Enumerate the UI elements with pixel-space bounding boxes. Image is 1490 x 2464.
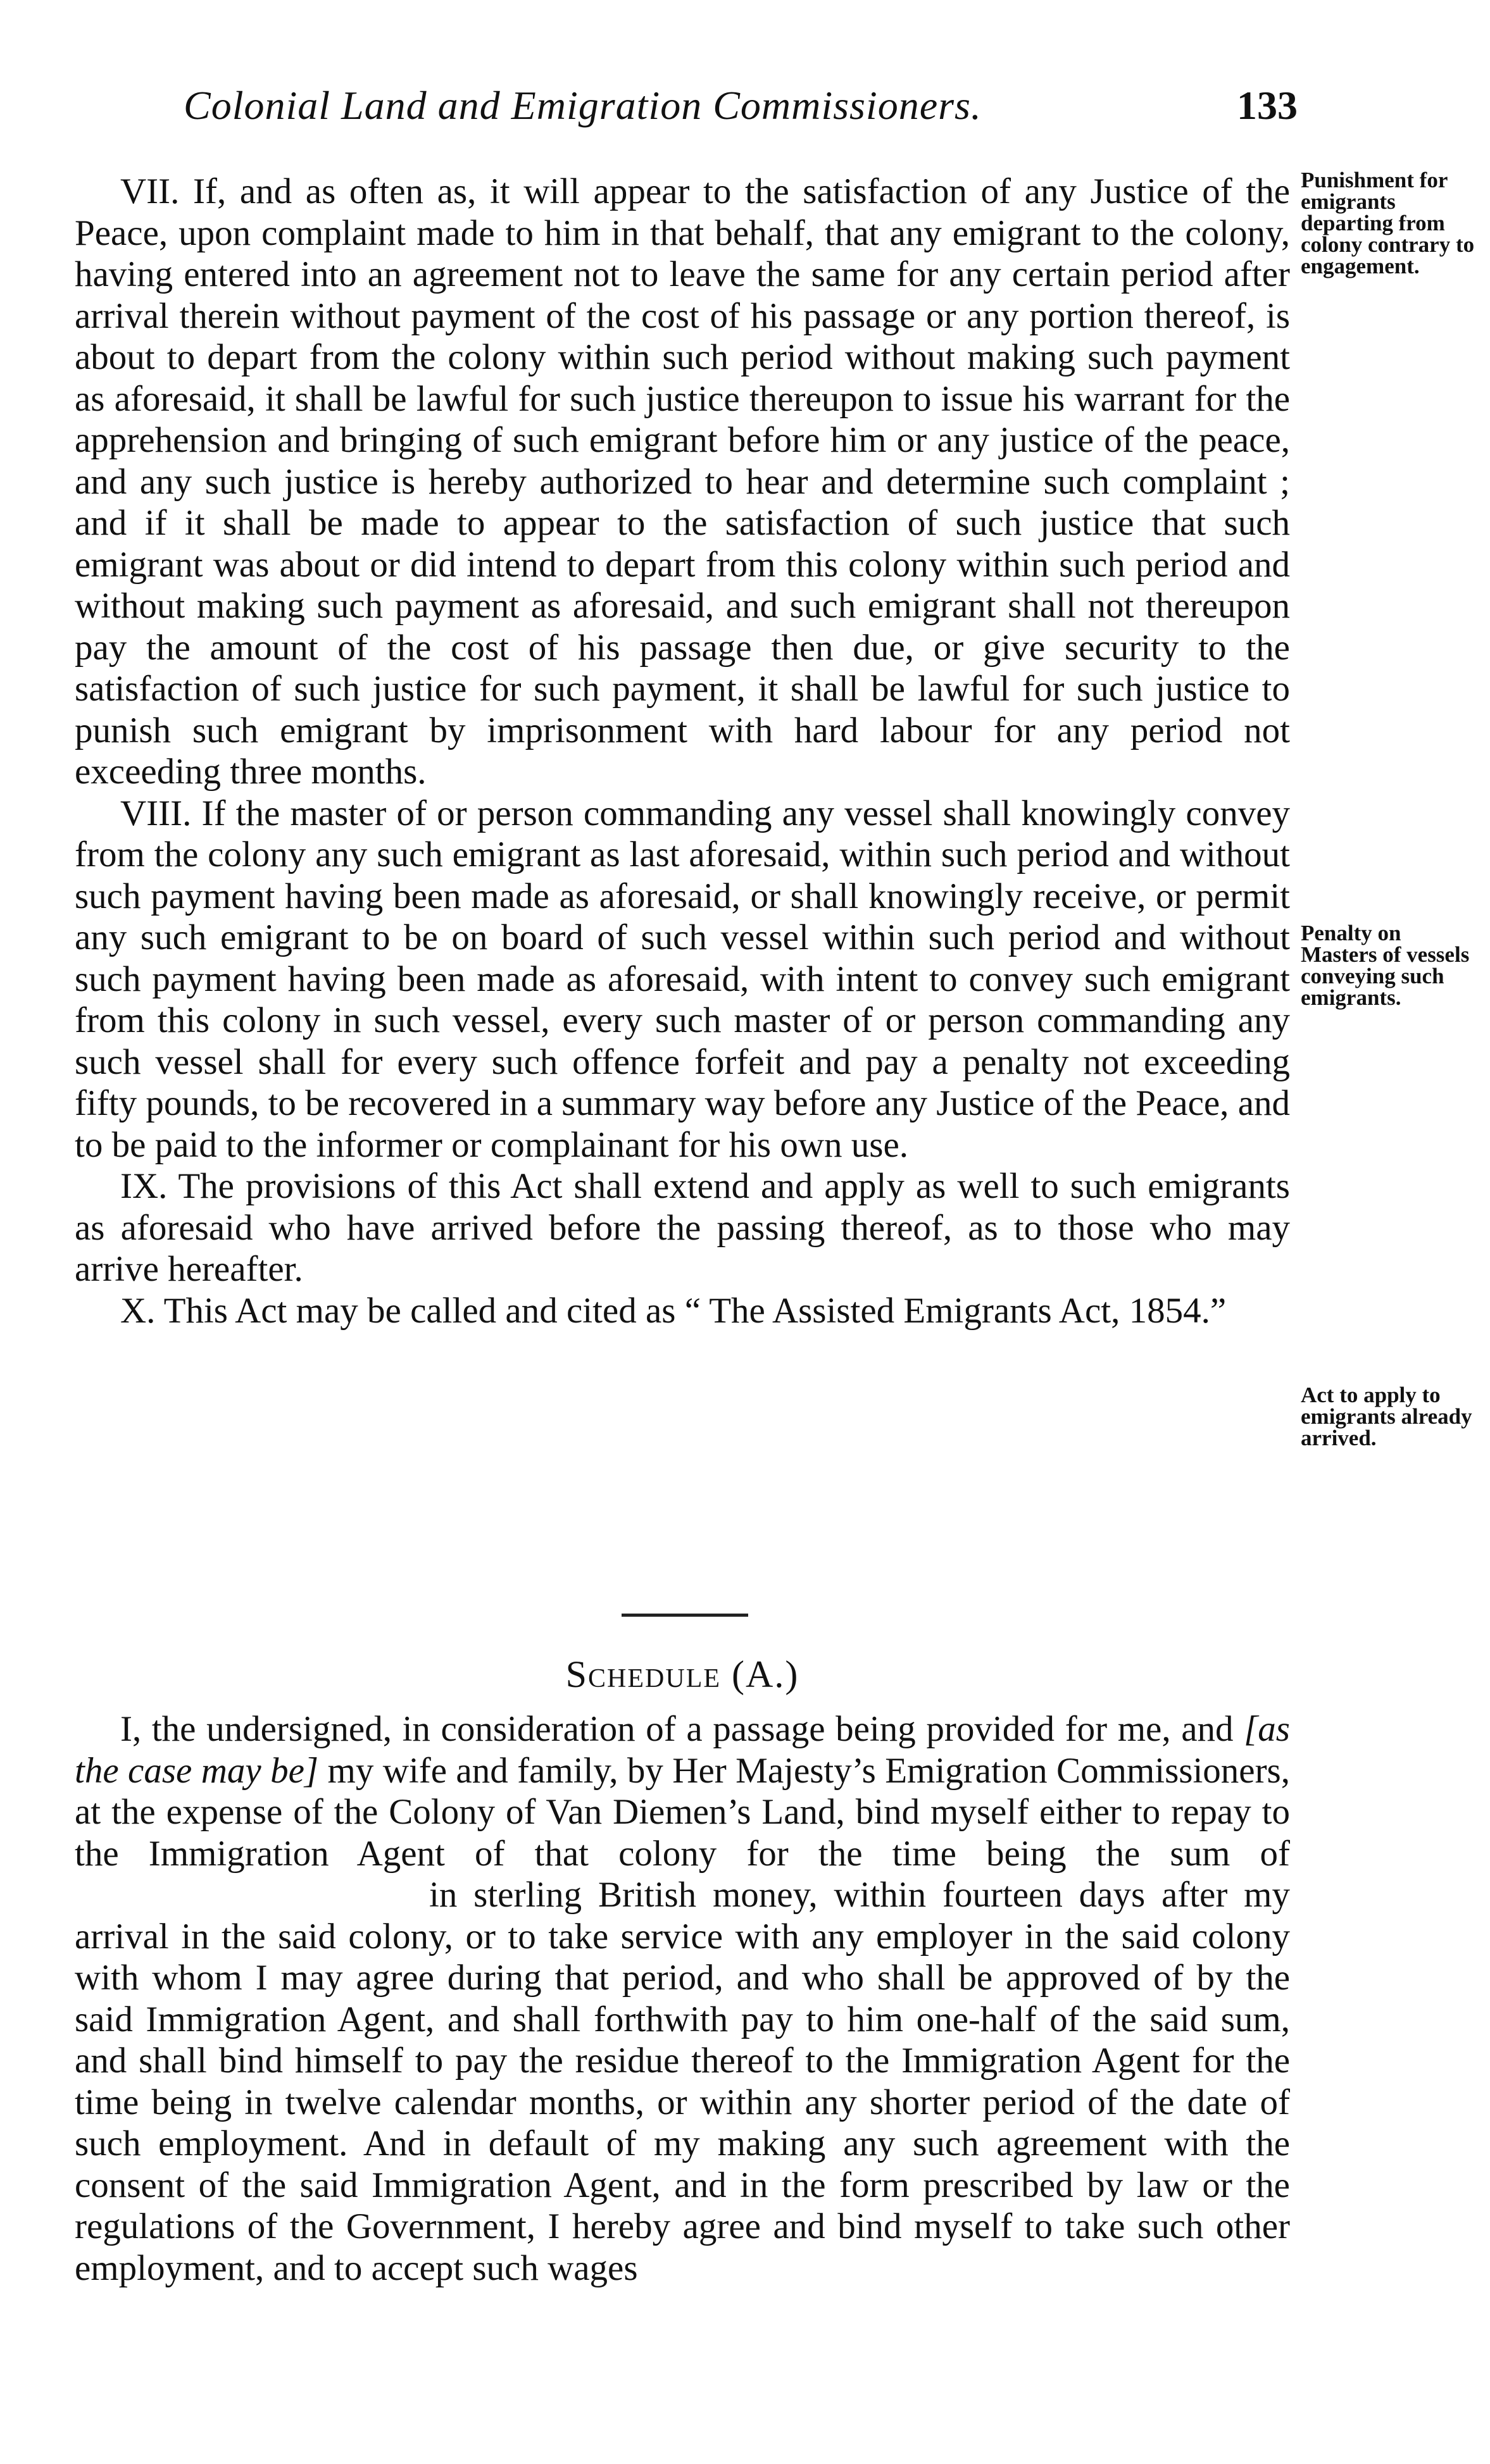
margin-note-penalty: Penalty on Masters of vessels conveying such emigrants. (1301, 921, 1470, 1010)
act-sections (75, 171, 1290, 1331)
margin-note-act-to-apply: Act to apply to emigrants already arrived. (1301, 1383, 1472, 1450)
section-text: The provisions of this Act shall extend and apply as well to such emigrants as aforesaid who have arrived before the passing thereof, as to those who may arrive hereafter. (75, 1166, 1290, 1289)
section-text: If, and as often as, it will appear to the satisfaction of any Justice of the Peace, upon complaint made to him in that behalf, that any emigrant to the colony, having entered into an agreement not to leave the same for any certain period after arrival therein without payment of the cost of his passage or any portion thereof, is about to depart from the colony within such period without making such payment as aforesaid, it shall be lawful for such justice thereupon to issue his warrant for the apprehension and bringing of such emigrant before him or any justice of the peace, and any such justice is hereby authorized to hear and determine such complaint ; and if it shall be made to appear to the satisfaction of such justice that such emigrant was about or did intend to depart from this colony within such period and without making such payment as aforesaid, and such emigrant shall not thereupon pay the amount of the cost of his passage then due, or give security to the satisfaction of such justice for such payment, it shall be lawful for such justice to punish such emigrant by imprisonment with hard labour for any period not exceeding three months. (75, 171, 1290, 792)
section-number: VIII. (120, 793, 192, 833)
section-vii (75, 171, 1290, 793)
section-viii (75, 793, 1290, 1166)
section-text: This Act may be called and cited as “ The Assisted Emigrants Act, 1854.” (163, 1290, 1227, 1331)
section-ix (75, 1166, 1290, 1290)
schedule-heading: Schedule (A.) (565, 1653, 799, 1695)
section-number: X. (120, 1290, 156, 1331)
section-number: IX. (120, 1166, 168, 1206)
schedule-text-part1: I, the undersigned, in consideration of a passage being provided for me, and (120, 1709, 1244, 1749)
section-number: VII. (120, 171, 180, 211)
running-head (184, 76, 1298, 133)
schedule-italic-insert: [as the case may be] (75, 1709, 1290, 1791)
section-text: If the master of or person commanding any vessel shall knowingly convey from the colony any such emigrant as last aforesaid, within such period and without such payment having been made as aforesaid, or shall knowingly receive, or permit any such emigrant to be on board of such vessel within such period and without such payment having been made as aforesaid, with intent to convey such emigrant from this colony in such vessel, every such master of or person commanding any such vessel shall for every such offence forfeit and pay a penalty not exceeding fifty pounds, to be recovered in a summary way before any Justice of the Peace, and to be paid to the informer or complainant for his own use. (75, 793, 1290, 1165)
schedule-body (75, 1708, 1290, 2289)
running-title: Colonial Land and Emigration Commissioners. (184, 83, 982, 128)
schedule-paragraph (75, 1708, 1290, 2289)
page-number: 133 (1237, 83, 1298, 128)
margin-note-punishment: Punishment for emigrants departing from colony contrary to engagement. (1301, 168, 1475, 278)
schedule-text-part3: in sterling British money, within fourteen days after my arrival in the said colony, or to take service with any employer in the said colony with whom I may agree during that period, and who shall be approved of by the said Immigration Agent, and shall forthwith pay to him one-half of the said sum, and shall bind himself to pay the residue thereof to the Immigration Agent for the time being in twelve calendar months, or within any shorter period of the date of such employment. And in default of my making any such agreement with the consent of the said Immigration Agent, and in the form prescribed by law or the regulations of the Government, I hereby agree and bind myself to take such other employment, and to accept such wages (75, 1875, 1290, 2288)
section-x (75, 1290, 1290, 1332)
section-divider (622, 1614, 748, 1617)
schedule-text-part2: my wife and family, by Her Majesty’s Emigration Commissioners, at the expense of the Colony of Van Diemen’s Land, bind myself either to repay to the Immigration Agent of that colony for the time being the sum of (75, 1750, 1290, 1874)
